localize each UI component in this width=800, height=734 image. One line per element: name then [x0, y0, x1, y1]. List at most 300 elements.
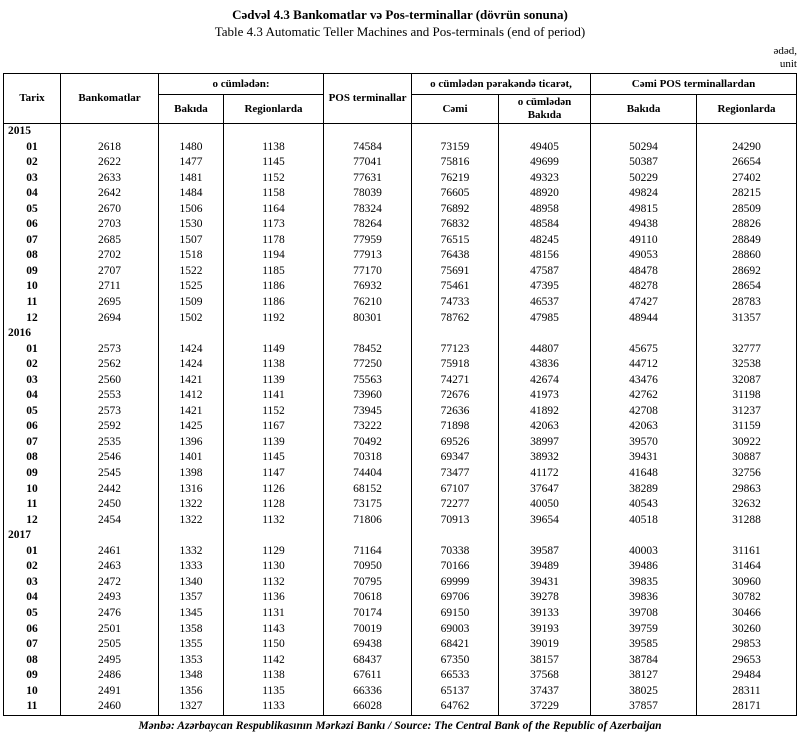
value-cell: 44807: [499, 342, 591, 358]
value-cell: 31159: [697, 419, 797, 435]
value-cell: 2633: [61, 171, 159, 187]
year-cell: 2016: [4, 326, 61, 342]
value-cell: 1358: [159, 622, 224, 638]
month-cell: 12: [4, 513, 61, 529]
value-cell: 65137: [412, 684, 499, 700]
month-cell: 07: [4, 435, 61, 451]
value-cell: 66028: [324, 699, 412, 715]
value-cell: 1421: [159, 373, 224, 389]
data-row: [4, 264, 797, 280]
data-row: [4, 622, 797, 638]
value-cell: 1424: [159, 357, 224, 373]
value-cell: 48958: [499, 202, 591, 218]
month-cell: 06: [4, 622, 61, 638]
empty-cell: [499, 326, 591, 342]
data-row: [4, 637, 797, 653]
year-row: [4, 326, 797, 342]
value-cell: 47395: [499, 279, 591, 295]
value-cell: 45675: [591, 342, 697, 358]
value-cell: 2592: [61, 419, 159, 435]
value-cell: 31237: [697, 404, 797, 420]
value-cell: 28215: [697, 186, 797, 202]
data-row: [4, 140, 797, 156]
value-cell: 77250: [324, 357, 412, 373]
value-cell: 2491: [61, 684, 159, 700]
value-cell: 1143: [224, 622, 324, 638]
value-cell: 37568: [499, 668, 591, 684]
value-cell: 1480: [159, 140, 224, 156]
value-cell: 1333: [159, 559, 224, 575]
empty-cell: [412, 528, 499, 544]
value-cell: 2703: [61, 217, 159, 233]
value-cell: 77913: [324, 248, 412, 264]
value-cell: 1322: [159, 497, 224, 513]
value-cell: 40050: [499, 497, 591, 513]
value-cell: 48584: [499, 217, 591, 233]
value-cell: 70492: [324, 435, 412, 451]
value-cell: 2505: [61, 637, 159, 653]
data-row: [4, 513, 797, 529]
value-cell: 37229: [499, 699, 591, 715]
year-row: [4, 528, 797, 544]
month-cell: 08: [4, 653, 61, 669]
value-cell: 1530: [159, 217, 224, 233]
col-group-cemi-pos: Cəmi POS terminallardan: [591, 74, 797, 95]
value-cell: 78264: [324, 217, 412, 233]
value-cell: 2618: [61, 140, 159, 156]
month-cell: 01: [4, 544, 61, 560]
month-cell: 05: [4, 404, 61, 420]
value-cell: 2495: [61, 653, 159, 669]
year-cell: 2017: [4, 528, 61, 544]
value-cell: 1332: [159, 544, 224, 560]
value-cell: 24290: [697, 140, 797, 156]
month-cell: 11: [4, 295, 61, 311]
col-header-regionlarda: Regionlarda: [224, 95, 324, 124]
value-cell: 1398: [159, 466, 224, 482]
value-cell: 68152: [324, 482, 412, 498]
value-cell: 39278: [499, 590, 591, 606]
value-cell: 1506: [159, 202, 224, 218]
data-row: [4, 450, 797, 466]
value-cell: 70318: [324, 450, 412, 466]
value-cell: 28654: [697, 279, 797, 295]
value-cell: 1316: [159, 482, 224, 498]
month-cell: 03: [4, 575, 61, 591]
month-cell: 07: [4, 233, 61, 249]
value-cell: 1401: [159, 450, 224, 466]
value-cell: 73159: [412, 140, 499, 156]
value-cell: 49824: [591, 186, 697, 202]
table-body: [4, 124, 797, 716]
value-cell: 31198: [697, 388, 797, 404]
data-row: [4, 217, 797, 233]
value-cell: 70950: [324, 559, 412, 575]
value-cell: 38289: [591, 482, 697, 498]
value-cell: 30466: [697, 606, 797, 622]
value-cell: 48156: [499, 248, 591, 264]
page-title-en: Table 4.3 Automatic Teller Machines and Pos-terminals (end of period): [214, 24, 586, 39]
value-cell: 39489: [499, 559, 591, 575]
value-cell: 2535: [61, 435, 159, 451]
empty-cell: [159, 124, 224, 140]
value-cell: 38784: [591, 653, 697, 669]
value-cell: 1145: [224, 155, 324, 171]
value-cell: 72636: [412, 404, 499, 420]
data-row: [4, 357, 797, 373]
empty-cell: [412, 124, 499, 140]
value-cell: 1340: [159, 575, 224, 591]
value-cell: 1129: [224, 544, 324, 560]
value-cell: 73945: [324, 404, 412, 420]
value-cell: 74271: [412, 373, 499, 389]
month-cell: 11: [4, 497, 61, 513]
value-cell: 38127: [591, 668, 697, 684]
year-row: [4, 124, 797, 140]
value-cell: 74733: [412, 295, 499, 311]
value-cell: 28826: [697, 217, 797, 233]
value-cell: 68421: [412, 637, 499, 653]
unit-label-en: unit: [779, 58, 797, 70]
value-cell: 2472: [61, 575, 159, 591]
data-row: [4, 388, 797, 404]
value-cell: 69347: [412, 450, 499, 466]
value-cell: 68437: [324, 653, 412, 669]
value-cell: 47427: [591, 295, 697, 311]
value-cell: 1477: [159, 155, 224, 171]
value-cell: 38932: [499, 450, 591, 466]
value-cell: 41172: [499, 466, 591, 482]
value-cell: 69526: [412, 435, 499, 451]
value-cell: 1522: [159, 264, 224, 280]
month-cell: 02: [4, 559, 61, 575]
data-row: [4, 404, 797, 420]
value-cell: 39431: [499, 575, 591, 591]
value-cell: 39570: [591, 435, 697, 451]
month-cell: 12: [4, 311, 61, 327]
value-cell: 43836: [499, 357, 591, 373]
value-cell: 2442: [61, 482, 159, 498]
month-cell: 01: [4, 140, 61, 156]
value-cell: 37647: [499, 482, 591, 498]
month-cell: 10: [4, 279, 61, 295]
value-cell: 1186: [224, 295, 324, 311]
value-cell: 1525: [159, 279, 224, 295]
value-cell: 39193: [499, 622, 591, 638]
value-cell: 1131: [224, 606, 324, 622]
value-cell: 69706: [412, 590, 499, 606]
value-cell: 1152: [224, 171, 324, 187]
value-cell: 30782: [697, 590, 797, 606]
value-cell: 38157: [499, 653, 591, 669]
col-header-regionlarda-2: Regionlarda: [697, 95, 797, 124]
data-row: [4, 668, 797, 684]
value-cell: 32538: [697, 357, 797, 373]
value-cell: 46537: [499, 295, 591, 311]
data-row: [4, 466, 797, 482]
value-cell: 69438: [324, 637, 412, 653]
value-cell: 40003: [591, 544, 697, 560]
value-cell: 70618: [324, 590, 412, 606]
value-cell: 26654: [697, 155, 797, 171]
value-cell: 38997: [499, 435, 591, 451]
data-row: [4, 155, 797, 171]
empty-cell: [224, 124, 324, 140]
month-cell: 04: [4, 590, 61, 606]
value-cell: 1149: [224, 342, 324, 358]
value-cell: 1135: [224, 684, 324, 700]
page-title-az: Cədvəl 4.3 Bankomatlar və Pos-terminallar (dövrün sonuna): [232, 7, 568, 22]
value-cell: 39708: [591, 606, 697, 622]
value-cell: 48920: [499, 186, 591, 202]
value-cell: 77959: [324, 233, 412, 249]
value-cell: 42708: [591, 404, 697, 420]
value-cell: 1142: [224, 653, 324, 669]
value-cell: 49438: [591, 217, 697, 233]
value-cell: 1152: [224, 404, 324, 420]
value-cell: 77041: [324, 155, 412, 171]
col-group-o-cumleden: o cümlədən:: [159, 74, 324, 95]
value-cell: 43476: [591, 373, 697, 389]
value-cell: 76210: [324, 295, 412, 311]
value-cell: 70338: [412, 544, 499, 560]
value-cell: 42063: [591, 419, 697, 435]
empty-cell: [61, 124, 159, 140]
month-cell: 10: [4, 684, 61, 700]
data-row: [4, 559, 797, 575]
value-cell: 28860: [697, 248, 797, 264]
value-cell: 73960: [324, 388, 412, 404]
value-cell: 1355: [159, 637, 224, 653]
value-cell: 2685: [61, 233, 159, 249]
month-cell: 05: [4, 606, 61, 622]
month-cell: 08: [4, 248, 61, 264]
empty-cell: [159, 326, 224, 342]
value-cell: 1424: [159, 342, 224, 358]
value-cell: 70166: [412, 559, 499, 575]
value-cell: 30260: [697, 622, 797, 638]
month-cell: 11: [4, 699, 61, 715]
value-cell: 37857: [591, 699, 697, 715]
value-cell: 2695: [61, 295, 159, 311]
value-cell: 77631: [324, 171, 412, 187]
value-cell: 30960: [697, 575, 797, 591]
value-cell: 38025: [591, 684, 697, 700]
value-cell: 1322: [159, 513, 224, 529]
data-row: [4, 295, 797, 311]
value-cell: 1185: [224, 264, 324, 280]
value-cell: 32087: [697, 373, 797, 389]
empty-cell: [324, 124, 412, 140]
value-cell: 39835: [591, 575, 697, 591]
value-cell: 28311: [697, 684, 797, 700]
value-cell: 1186: [224, 279, 324, 295]
empty-cell: [61, 528, 159, 544]
value-cell: 1164: [224, 202, 324, 218]
col-header-tarix: Tarix: [4, 74, 61, 124]
value-cell: 66533: [412, 668, 499, 684]
value-cell: 2642: [61, 186, 159, 202]
value-cell: 78324: [324, 202, 412, 218]
month-cell: 06: [4, 419, 61, 435]
value-cell: 1327: [159, 699, 224, 715]
value-cell: 48944: [591, 311, 697, 327]
value-cell: 1128: [224, 497, 324, 513]
value-cell: 39836: [591, 590, 697, 606]
col-header-pos-terminallar: POS terminallar: [324, 74, 412, 124]
value-cell: 2450: [61, 497, 159, 513]
value-cell: 31161: [697, 544, 797, 560]
value-cell: 2562: [61, 357, 159, 373]
data-row: [4, 684, 797, 700]
month-cell: 03: [4, 373, 61, 389]
value-cell: 70019: [324, 622, 412, 638]
value-cell: 49405: [499, 140, 591, 156]
value-cell: 74584: [324, 140, 412, 156]
value-cell: 75461: [412, 279, 499, 295]
value-cell: 1357: [159, 590, 224, 606]
value-cell: 1139: [224, 435, 324, 451]
value-cell: 1126: [224, 482, 324, 498]
value-cell: 74404: [324, 466, 412, 482]
stats-table: [3, 73, 797, 716]
value-cell: 1132: [224, 575, 324, 591]
value-cell: 2493: [61, 590, 159, 606]
value-cell: 1139: [224, 373, 324, 389]
value-cell: 1507: [159, 233, 224, 249]
value-cell: 76605: [412, 186, 499, 202]
value-cell: 67611: [324, 668, 412, 684]
value-cell: 2694: [61, 311, 159, 327]
empty-cell: [697, 124, 797, 140]
value-cell: 2622: [61, 155, 159, 171]
value-cell: 1502: [159, 311, 224, 327]
value-cell: 1178: [224, 233, 324, 249]
value-cell: 70795: [324, 575, 412, 591]
month-cell: 09: [4, 668, 61, 684]
value-cell: 28692: [697, 264, 797, 280]
value-cell: 1167: [224, 419, 324, 435]
value-cell: 2702: [61, 248, 159, 264]
value-cell: 49323: [499, 171, 591, 187]
value-cell: 75918: [412, 357, 499, 373]
value-cell: 75816: [412, 155, 499, 171]
data-row: [4, 342, 797, 358]
value-cell: 76932: [324, 279, 412, 295]
value-cell: 2546: [61, 450, 159, 466]
month-cell: 04: [4, 186, 61, 202]
data-row: [4, 699, 797, 715]
value-cell: 70174: [324, 606, 412, 622]
value-cell: 73477: [412, 466, 499, 482]
empty-cell: [697, 528, 797, 544]
value-cell: 2461: [61, 544, 159, 560]
value-cell: 1348: [159, 668, 224, 684]
col-header-bakida-2: Bakıda: [591, 95, 697, 124]
value-cell: 1141: [224, 388, 324, 404]
empty-cell: [499, 528, 591, 544]
value-cell: 50294: [591, 140, 697, 156]
value-cell: 31357: [697, 311, 797, 327]
unit-label-az: ədəd,: [773, 45, 797, 57]
value-cell: 78762: [412, 311, 499, 327]
value-cell: 1173: [224, 217, 324, 233]
value-cell: 78039: [324, 186, 412, 202]
empty-cell: [499, 124, 591, 140]
value-cell: 77170: [324, 264, 412, 280]
col-group-perakende: o cümlədən pərakəndə ticarət,: [412, 74, 591, 95]
value-cell: 76219: [412, 171, 499, 187]
month-cell: 02: [4, 155, 61, 171]
value-cell: 69999: [412, 575, 499, 591]
empty-cell: [591, 326, 697, 342]
value-cell: 42063: [499, 419, 591, 435]
value-cell: 2573: [61, 404, 159, 420]
value-cell: 40518: [591, 513, 697, 529]
month-cell: 08: [4, 450, 61, 466]
value-cell: 70913: [412, 513, 499, 529]
data-row: [4, 186, 797, 202]
value-cell: 39486: [591, 559, 697, 575]
value-cell: 40543: [591, 497, 697, 513]
value-cell: 48278: [591, 279, 697, 295]
value-cell: 39587: [499, 544, 591, 560]
value-cell: 39759: [591, 622, 697, 638]
value-cell: 1138: [224, 140, 324, 156]
value-cell: 42762: [591, 388, 697, 404]
empty-cell: [412, 326, 499, 342]
value-cell: 2670: [61, 202, 159, 218]
value-cell: 28171: [697, 699, 797, 715]
value-cell: 69003: [412, 622, 499, 638]
value-cell: 1481: [159, 171, 224, 187]
value-cell: 47985: [499, 311, 591, 327]
value-cell: 30922: [697, 435, 797, 451]
month-cell: 09: [4, 264, 61, 280]
value-cell: 32777: [697, 342, 797, 358]
table-header: [4, 74, 797, 124]
value-cell: 1145: [224, 450, 324, 466]
data-row: [4, 311, 797, 327]
value-cell: 49053: [591, 248, 697, 264]
value-cell: 76892: [412, 202, 499, 218]
value-cell: 75691: [412, 264, 499, 280]
value-cell: 66336: [324, 684, 412, 700]
value-cell: 2545: [61, 466, 159, 482]
data-row: [4, 653, 797, 669]
value-cell: 49815: [591, 202, 697, 218]
value-cell: 1425: [159, 419, 224, 435]
empty-cell: [324, 326, 412, 342]
value-cell: 39585: [591, 637, 697, 653]
col-header-o-cumleden-bakida: o cümlədən Bakıda: [499, 95, 591, 124]
value-cell: 67107: [412, 482, 499, 498]
value-cell: 32632: [697, 497, 797, 513]
col-header-bankomatlar: Bankomatlar: [61, 74, 159, 124]
value-cell: 39133: [499, 606, 591, 622]
empty-cell: [591, 528, 697, 544]
month-cell: 09: [4, 466, 61, 482]
value-cell: 67350: [412, 653, 499, 669]
value-cell: 1509: [159, 295, 224, 311]
value-cell: 28509: [697, 202, 797, 218]
data-row: [4, 373, 797, 389]
value-cell: 37437: [499, 684, 591, 700]
value-cell: 80301: [324, 311, 412, 327]
value-cell: 27402: [697, 171, 797, 187]
value-cell: 77123: [412, 342, 499, 358]
data-row: [4, 544, 797, 560]
